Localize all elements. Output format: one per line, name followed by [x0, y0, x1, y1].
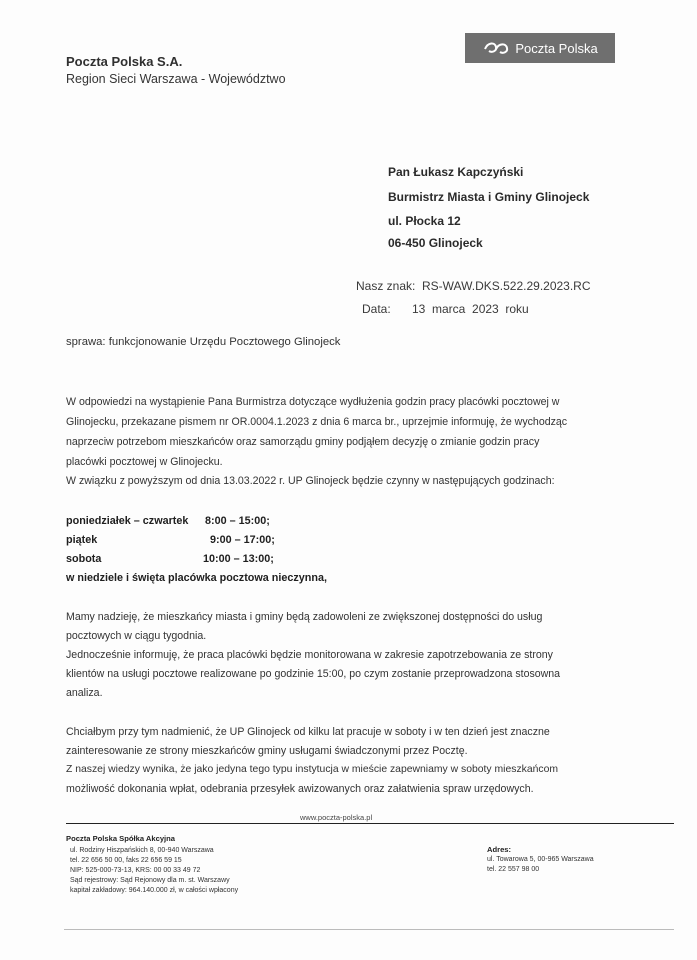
page-bottom-line — [64, 929, 674, 930]
paragraph1-line: W odpowiedzi na wystąpienie Pana Burmistrza dotyczące wydłużenia godzin pracy placówki pocztowej w — [66, 396, 560, 408]
recipient-title: Burmistrz Miasta i Gminy Glinojeck — [388, 190, 590, 204]
hours-time: 9:00 – 17:00; — [210, 534, 275, 546]
logo-text: Poczta Polska — [515, 40, 598, 56]
footer-right-line: tel. 22 557 98 00 — [487, 866, 540, 873]
hours-day: poniedziałek – czwartek — [66, 515, 189, 527]
footer-right-line: ul. Towarowa 5, 00-965 Warszawa — [487, 856, 594, 863]
footer-divider — [66, 823, 674, 824]
paragraph3-line: Chciałbym przy tym nadmienić, że UP Glinojeck od kilku lat pracuje w soboty i w ten dzień jest znaczne — [66, 726, 550, 738]
reference-label: Nasz znak: — [356, 279, 416, 293]
paragraph2-line: klientów na usługi pocztowe realizowane po godzinie 15:00, po czym zostanie przeprowadzona stosowna — [66, 668, 561, 680]
paragraph1-line: naprzeciw potrzebom mieszkańców oraz samorządu gminy podjąłem decyzję o zmianie godzin pracy — [66, 436, 540, 448]
reference-number: RS-WAW.DKS.522.29.2023.RC — [422, 279, 591, 293]
paragraph2-line: Jednocześnie informuję, że praca placówki będzie monitorowana w zakresie zapotrzebowania ze strony — [66, 649, 553, 661]
date-value: 13 marca 2023 roku — [412, 302, 529, 316]
sender-name: Poczta Polska S.A. — [66, 54, 183, 69]
recipient-street: ul. Płocka 12 — [388, 214, 461, 228]
footer-left-line: NIP: 525-000-73-13, KRS: 00 00 33 49 72 — [70, 867, 201, 874]
paragraph2-line: pocztowych w ciągu tygodnia. — [66, 630, 207, 642]
paragraph2-line: Mamy nadzieję, że mieszkańcy miasta i gminy będą zadowoleni ze zwiększonej dostępności do usług — [66, 611, 543, 623]
footer-left-line: kapitał zakładowy: 964.140.000 zł, w całości wpłacony — [70, 887, 239, 894]
footer-left-line: tel. 22 656 50 00, faks 22 656 59 15 — [70, 857, 182, 864]
hours-time: 8:00 – 15:00; — [205, 515, 270, 527]
paragraph3-line: możliwość dokonania wpłat, odebrania przesyłek awizowanych oraz załatwienia spraw urzędowych. — [66, 783, 534, 795]
paragraph3-line: Z naszej wiedzy wynika, że jako jedyna tego typu instytucja w mieście zapewniamy w soboty mieszkańcom — [66, 764, 559, 775]
recipient-city: 06-450 Glinojeck — [388, 236, 483, 250]
footer-left-line: Sąd rejestrowy: Sąd Rejonowy dla m. st. Warszawy — [70, 877, 230, 884]
hours-time: 10:00 – 13:00; — [203, 553, 274, 565]
poczta-polska-horn-icon — [482, 40, 510, 56]
hours-day: piątek — [66, 534, 98, 546]
sender-region: Region Sieci Warszawa - Województwo — [66, 72, 286, 86]
paragraph1-line: placówki pocztowej w Glinojecku. — [66, 456, 223, 468]
closed-note: w niedziele i święta placówka pocztowa nieczynna, — [66, 572, 328, 584]
paragraph1-line: Glinojecku, przekazane pismem nr OR.0004.1.2023 z dnia 6 marca br., uprzejmie informuję, że wychodząc — [66, 416, 568, 428]
paragraph3-line: zainteresowanie ze strony mieszkańców gminy usługami świadczonymi przez Pocztę. — [66, 745, 468, 757]
paragraph1-line: W związku z powyższym od dnia 13.03.2022 r. UP Glinojeck będzie czynny w następujących godzinach: — [66, 475, 555, 487]
hours-day: sobota — [66, 553, 102, 565]
date-label: Data: — [362, 302, 391, 316]
recipient-name: Pan Łukasz Kapczyński — [388, 165, 524, 179]
company-logo — [465, 33, 615, 63]
footer-left-line: ul. Rodziny Hiszpańskich 8, 00-940 Warszawa — [70, 847, 214, 854]
footer-company: Poczta Polska Spółka Akcyjna — [66, 834, 176, 843]
paragraph2-line: analiza. — [66, 687, 103, 699]
website-link: www.poczta-polska.pl — [300, 813, 373, 822]
footer-address-label: Adres: — [487, 845, 512, 854]
subject-line: sprawa: funkcjonowanie Urzędu Pocztowego Glinojeck — [66, 336, 341, 348]
